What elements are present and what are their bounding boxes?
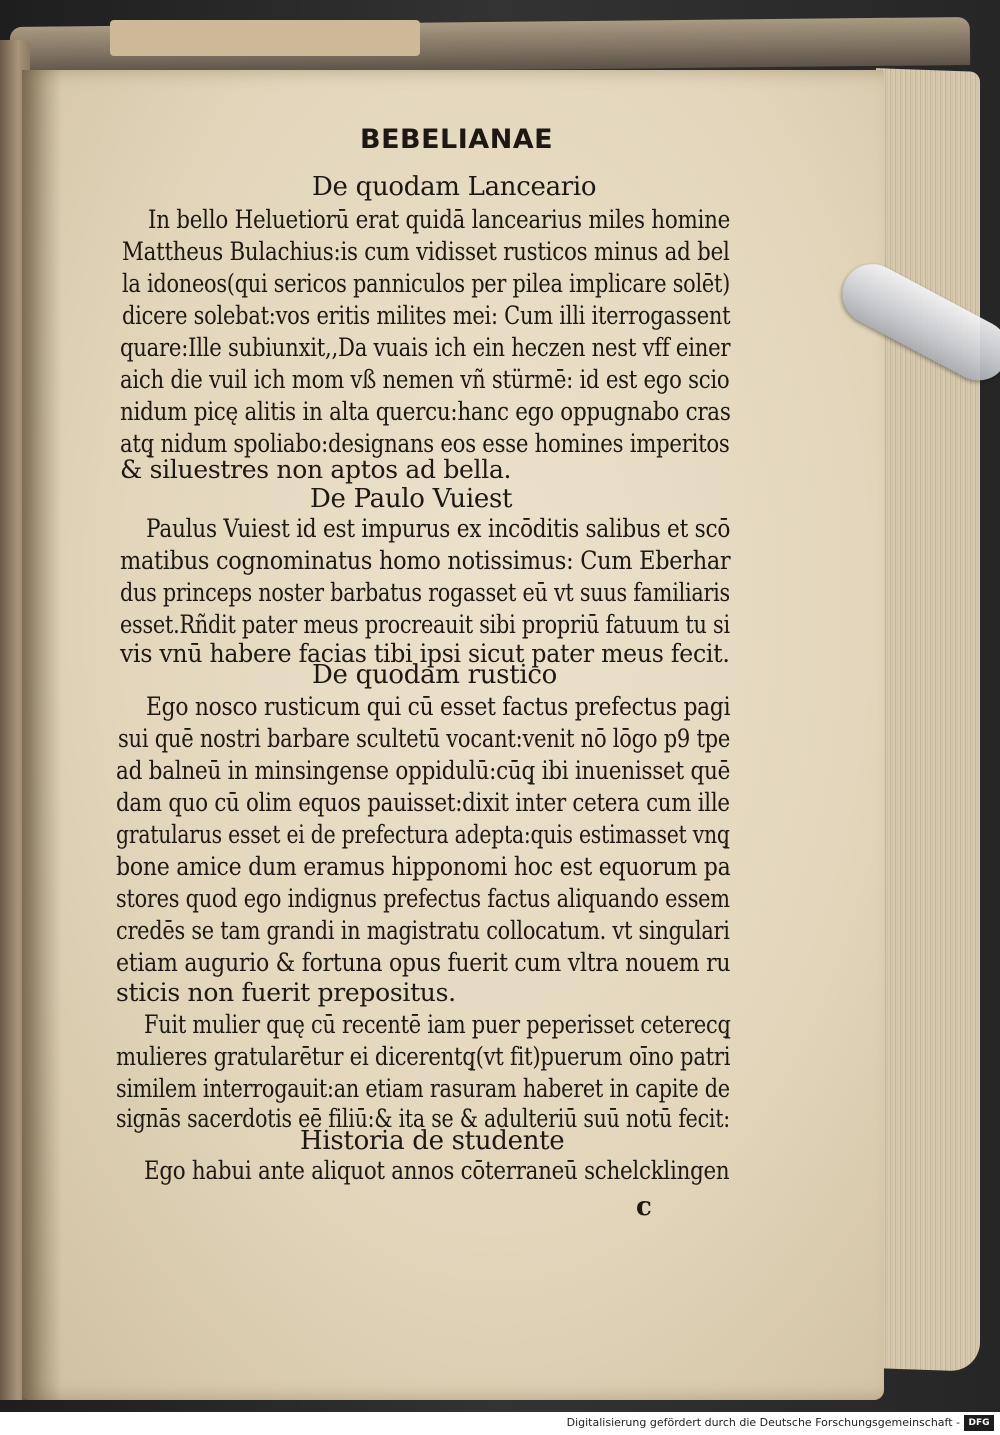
text-line: sui quē nostri barbare scultetū vocant:venit nō lōgo p9 tpe [118, 724, 731, 753]
text-line: bone amice dum eramus hipponomi hoc est equorum pa [116, 852, 731, 881]
text-line: In bello Heluetiorū erat quidā lancearius miles homine [148, 205, 731, 234]
text-line: esset.Rñdit pater meus procreauit sibi propriū fatuum tu si [120, 610, 730, 639]
section-heading: De quodam Lanceario [312, 172, 597, 202]
text-line: quare:Ille subiunxit,,Da vuais ich ein heczen nest vff einer [120, 333, 731, 362]
signature-mark: c [636, 1192, 652, 1222]
section-heading: Historia de studente [300, 1126, 565, 1156]
footer-bar [0, 1412, 1000, 1435]
text-line: & siluestres non aptos ad bella. [120, 455, 512, 484]
running-head: BEBELIANAE [360, 124, 554, 155]
section-heading: De quodam rustico [312, 660, 557, 690]
text-line: atq̧ nidum spoliabo:designans eos esse homines imperitos [120, 429, 730, 458]
footer-credit: Digitalisierung gefördert durch die Deutsche Forschungsgemeinschaft - [566, 1416, 960, 1429]
text-line: credēs se tam grandi in magistratu collocatum. vt singulari [116, 916, 730, 945]
text-line: Ego habui ante aliquot annos cōterraneū schelcklingen [144, 1156, 730, 1185]
text-line: signās sacerdotis eē filiū:& ita se & adulteriū suū notū fecit: [116, 1104, 730, 1133]
dfg-logo: DFG [964, 1415, 994, 1431]
text-line: mulieres gratularētur ei dicerentq̧(vt fit)puerum oīno patri [116, 1042, 731, 1071]
text-line: Fuit mulier quę cū recentē iam puer peperisset ceterecq̧ [144, 1010, 731, 1039]
text-line: ad balneū in minsingense oppidulū:cūq̧ ibi inuenisset quē [116, 756, 731, 785]
text-line: vis vnū habere facias tibi ipsi sicut pater meus fecit. [120, 639, 730, 668]
text-line: dus princeps noster barbatus rogasset eū vt suus familiaris [120, 578, 730, 607]
text-line: matibus cognominatus homo notissimus: Cum Eberhar [120, 546, 731, 575]
text-line: stores quod ego indignus prefectus factus aliquando essem [116, 884, 730, 913]
text-line: etiam augurio & fortuna opus fuerit cum vltra nouem ru [116, 948, 731, 977]
text-line: dam quo cū olim equos pauisset:dixit inter cetera cum ille [116, 788, 730, 817]
section-heading: De Paulo Vuiest [310, 484, 513, 514]
text-line: sticis non fuerit prepositus. [116, 978, 456, 1007]
text-line: nidum picę alitis in alta quercu:hanc ego oppugnabo cras [120, 397, 731, 426]
text-line: gratularus esset ei de prefectura adepta:quis estimasset vnq̧ [116, 820, 730, 849]
text-line: la idoneos(qui sericos panniculos per pilea implicare solēt) [122, 269, 730, 298]
text-line: Ego nosco rusticum qui cū esset factus prefectus pagi [146, 692, 731, 721]
text-line: similem interrogauit:an etiam rasuram haberet in capite de [116, 1074, 730, 1103]
text-line: Paulus Vuiest id est impurus ex incōditis salibus et scō [146, 514, 731, 543]
text-line: dicere solebat:vos eritis milites mei: Cum illi iterrogassent [122, 301, 731, 330]
text-line: Mattheus Bulachius:is cum vidisset rusticos minus ad bel [122, 237, 730, 266]
text-line: aich die vuil ich mom vß nemen vñ stürmē: id est ego scio [120, 365, 730, 394]
